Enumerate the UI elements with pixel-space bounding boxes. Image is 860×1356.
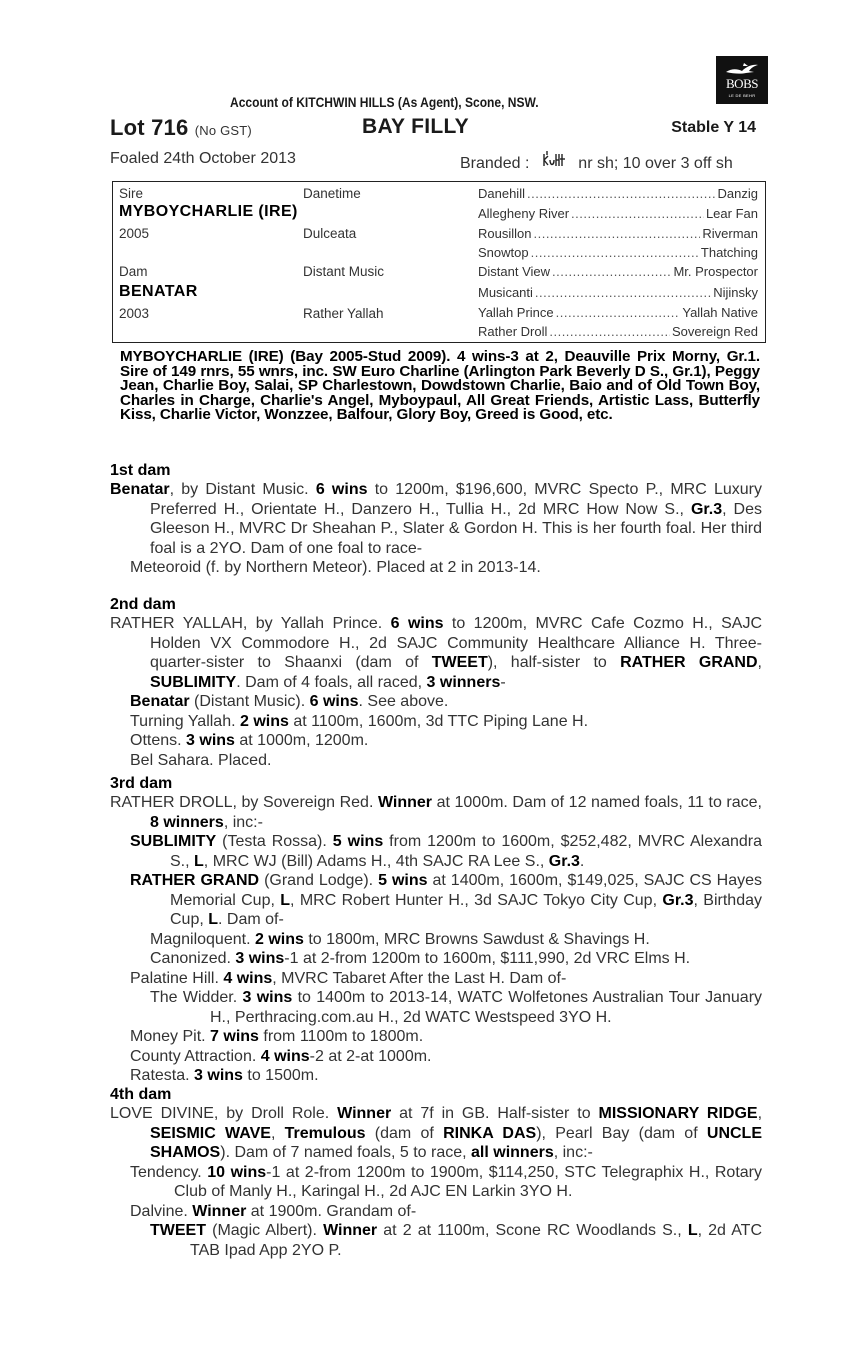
ancestor-name: Snowtop	[478, 245, 529, 260]
dam-heading: 1st dam	[110, 462, 171, 479]
vendor-account: Account of KITCHWIN HILLS (As Agent), Scone, NSW.	[230, 94, 539, 110]
brand-mark-icon	[540, 150, 566, 172]
dam-entry	[110, 1104, 762, 1163]
highlight-text: 6 wins	[315, 481, 368, 498]
ancestor-name: Musicanti	[478, 285, 533, 300]
entry-text: to 1200m, MVRC Cafe Cozmo H., SAJC Holden VX Commodore H., 2d SAJC Community Healthcare Alliance H. Three-quarter-sister to Shaanxi (dam of	[150, 615, 763, 671]
highlight-text: L	[687, 1222, 698, 1239]
progeny-entry	[110, 731, 762, 751]
leader-dots	[556, 305, 681, 320]
highlight-text: Gr.3	[662, 891, 694, 909]
highlight-text: 4 wins	[260, 1047, 310, 1065]
dam-heading: 2nd dam	[110, 596, 176, 613]
highlight-text: Benatar	[110, 481, 170, 498]
progeny-entry	[110, 1202, 762, 1222]
logo-name: BOBS	[726, 76, 758, 91]
entry-text: Canonized.	[150, 950, 236, 967]
entry-text: , MRC WJ (Bill) Adams H., 4th SAJC RA Lee S.,	[203, 852, 549, 870]
progeny-entry	[110, 930, 762, 950]
entry-text: (Testa Rossa).	[216, 833, 333, 850]
lot-number	[110, 115, 252, 141]
ancestor-row	[478, 245, 758, 260]
entry-text: Magniloquent.	[150, 930, 255, 948]
highlight-text: Winner	[323, 1222, 378, 1239]
entry-text: Turning Yallah.	[130, 712, 240, 730]
sire-dam: Dulceata	[303, 226, 357, 241]
lot-label: Lot 716	[110, 115, 189, 140]
highlight-text: SUBLIMITY	[130, 833, 217, 850]
highlight-text: 3 wins	[242, 989, 293, 1006]
progeny-entry	[110, 988, 762, 1027]
ancestor-row	[478, 264, 758, 279]
entry-text: . Dam of 4 foals, all raced,	[236, 673, 427, 691]
progeny-entry	[110, 871, 762, 930]
entry-text: at 1000m. Dam of 12 named foals, 11 to race,	[432, 794, 762, 811]
entry-text: RATHER YALLAH, by Yallah Prince.	[110, 615, 391, 632]
highlight-text: 4 wins	[223, 969, 273, 987]
entry-text: Money Pit.	[130, 1028, 211, 1045]
progeny-entry	[110, 1027, 762, 1047]
highlight-text: 2 wins	[240, 712, 289, 730]
entry-text: at 1100m, 1600m, 3d TTC Piping Lane H.	[288, 712, 589, 730]
highlight-text: L	[194, 852, 204, 870]
lot-title: BAY FILLY	[362, 115, 469, 138]
entry-text: Bel Sahara. Placed.	[130, 751, 272, 769]
highlight-text: 5 wins	[378, 872, 428, 889]
entry-text: . See above.	[358, 693, 449, 710]
highlight-text: MISSIONARY RIDGE	[598, 1105, 758, 1122]
dam-sire: Distant Music	[303, 264, 385, 279]
entry-text: (Grand Lodge).	[259, 872, 379, 889]
branding-info	[460, 150, 733, 173]
leader-dots	[552, 264, 671, 279]
highlight-text: 3 wins	[235, 950, 285, 967]
sire-year: 2005	[119, 226, 150, 241]
dam-heading: 3rd dam	[110, 775, 173, 792]
entry-text: Dalvine.	[130, 1202, 193, 1220]
entry-text: from 1200m to 1600m, $252,482, MVRC Alexandra S.,	[170, 833, 763, 870]
highlight-text: 3 wins	[194, 1067, 243, 1084]
entry-text: , Birthday Cup,	[170, 891, 762, 928]
entry-text: . Dam of-	[218, 911, 284, 928]
stable-location: Stable Y 14	[671, 119, 756, 136]
sire-name: MYBOYCHARLIE (IRE)	[119, 203, 298, 220]
ancestor-row	[478, 186, 758, 201]
sire-summary: MYBOYCHARLIE (IRE) (Bay 2005-Stud 2009). 4 wins-3 at 2, Deauville Prix Morny, Gr.1. Sire of 149 rnrs, 55 wnrs, inc. SW Euro Charline (Arlington Park Beverly D S., Gr.1), Peggy Jean, Charlie Boy, Salai, SP Charlestown, Dowdstown Charlie, Baio and of Old Town Boy, Charles in Charge, Charlie's Angel, Myboypaul, All Great Friends, Artistic Lass, Butterfly Kiss, Charlie Victor, Wonzzee, Balfour, Glory Boy, Greed is Good, etc.	[120, 348, 760, 424]
entry-text: Ratesta.	[130, 1067, 195, 1084]
entry-text: -1 at 2-from 1200m to 1600m, $111,990, 2d VRC Elms H.	[284, 950, 691, 967]
ancestor-name: Distant View	[478, 264, 551, 279]
ancestor-name: Rousillon	[478, 226, 532, 241]
entry-text: .	[579, 852, 585, 870]
entry-text: from 1100m to 1800m.	[258, 1028, 424, 1045]
entry-text: ,	[757, 654, 762, 671]
bird-logo-icon	[724, 60, 760, 76]
highlight-text: 8 winners	[150, 813, 224, 831]
leader-dots	[531, 245, 699, 260]
dam-dam: Rather Yallah	[303, 306, 384, 321]
sire-label: Sire	[119, 186, 144, 201]
dam-entry	[110, 480, 762, 558]
logo-subtitle: LE DE BEHR	[728, 93, 756, 98]
entry-text: at 7f in GB. Half-sister to	[391, 1105, 599, 1122]
highlight-text: 6 wins	[309, 693, 359, 710]
entry-text: County Attraction.	[130, 1047, 261, 1065]
ancestor-name: Allegheny River	[478, 206, 570, 221]
progeny-entry	[110, 692, 762, 712]
dam-section-1	[110, 462, 762, 578]
entry-text: , MRC Robert Hunter H., 3d SAJC Tokyo City Cup,	[290, 891, 663, 909]
entry-text: (Distant Music).	[189, 693, 310, 710]
entry-text: -1 at 2-from 1200m to 1900m, $114,250, STC Telegraphix H., Rotary Club of Manly H., Karingal H., 2d AJC EN Larkin 3YO H.	[174, 1163, 762, 1200]
leader-dots	[533, 226, 700, 241]
ancestor-sire: Sovereign Red	[672, 324, 758, 339]
dam-section-4	[110, 1086, 762, 1260]
entry-text: at 1400m, 1600m, $149,025, SAJC CS Hayes Memorial Cup,	[170, 872, 763, 909]
ancestor-name: Danehill	[478, 186, 525, 201]
ancestor-sire: Lear Fan	[705, 206, 758, 221]
ancestor-sire: Yallah Native	[682, 305, 758, 320]
leader-dots	[549, 324, 670, 339]
highlight-text: RATHER GRAND	[620, 654, 758, 671]
highlight-text: 3 winners	[426, 673, 501, 691]
highlight-text: TWEET	[150, 1222, 206, 1239]
leader-dots	[535, 285, 711, 300]
entry-text: (Magic Albert).	[206, 1222, 324, 1239]
entry-text: at 1000m, 1200m.	[234, 732, 369, 749]
entry-text: at 1900m. Grandam of-	[246, 1202, 417, 1220]
highlight-text: TWEET	[431, 654, 488, 671]
progeny-entry	[110, 832, 762, 871]
entry-text: LOVE DIVINE, by Droll Role.	[110, 1105, 338, 1122]
entry-text: -	[500, 673, 506, 691]
entry-text: , 2d ATC TAB Ipad App 2YO P.	[190, 1222, 763, 1259]
entry-text: Ottens.	[130, 732, 187, 749]
highlight-text: SEISMIC WAVE	[150, 1124, 271, 1142]
entry-text: (dam of	[365, 1124, 444, 1142]
foaled-date: Foaled 24th October 2013	[110, 150, 296, 167]
highlight-text: Winner	[377, 794, 433, 811]
dam-entry	[110, 793, 762, 832]
highlight-text: SUBLIMITY	[150, 673, 237, 691]
highlight-text: RINKA DAS	[443, 1124, 537, 1142]
highlight-text: L	[280, 891, 291, 909]
entry-text: Palatine Hill.	[130, 969, 224, 987]
entry-text: ), Pearl Bay (dam of	[536, 1124, 707, 1142]
highlight-text: 2 wins	[254, 930, 304, 948]
highlight-text: L	[208, 911, 219, 928]
progeny-entry	[110, 1066, 762, 1086]
progeny-entry	[110, 1047, 762, 1067]
ancestor-row	[478, 226, 758, 241]
entry-text: ,	[270, 1124, 285, 1142]
dam-section-3	[110, 775, 762, 1086]
ancestor-row	[478, 285, 758, 300]
entry-text: -2 at 2-at 1000m.	[309, 1047, 432, 1065]
entry-text: , Des Gleeson H., MVRC Dr Sheahan P., Slater & Gordon H. This is her fourth foal. Her third foal is a 2YO. Dam of one foal to race-	[150, 500, 763, 557]
ancestor-row	[478, 305, 758, 320]
highlight-text: Tremulous	[284, 1124, 366, 1142]
highlight-text: UNCLE SHAMOS	[150, 1124, 762, 1161]
progeny-entry	[110, 751, 762, 771]
highlight-text: 10 wins	[207, 1163, 267, 1181]
sire-sire: Danetime	[303, 186, 361, 201]
entry-text: ), half-sister to	[487, 654, 621, 671]
highlight-text: Gr.3	[548, 852, 580, 870]
highlight-text: 5 wins	[332, 833, 384, 850]
ancestor-sire: Danzig	[717, 186, 758, 201]
highlight-text: Winner	[337, 1105, 392, 1122]
entry-text: , inc:-	[223, 813, 263, 831]
entry-text: at 2 at 1100m, Scone RC Woodlands S.,	[377, 1222, 688, 1239]
highlight-text: 3 wins	[186, 732, 235, 749]
entry-text: to 1400m to 2013-14, WATC Wolfetones Australian Tour January H., Perthracing.com.au H., 2d WATC Westspeed 3YO H.	[210, 989, 763, 1026]
ancestor-row	[478, 206, 758, 221]
dam-section-2	[110, 596, 762, 770]
entry-text: The Widder.	[150, 989, 243, 1006]
ancestor-sire: Mr. Prospector	[673, 264, 758, 279]
ancestor-name: Rather Droll	[478, 324, 548, 339]
entry-text: to 1200m, $196,600, MVRC Specto P., MRC Luxury Preferred H., Orientate H., Danzero H., Tullia H., 2d MRC How Now S.,	[150, 481, 762, 518]
progeny-entry	[110, 949, 762, 969]
highlight-text: Benatar	[130, 693, 190, 710]
entry-text: Meteoroid (f. by Northern Meteor). Placed at 2 in 2013-14.	[130, 559, 541, 576]
ancestor-sire: Nijinsky	[713, 285, 758, 300]
entry-text: , MVRC Tabaret After the Last H. Dam of-	[272, 969, 567, 987]
entry-text: , by Distant Music.	[169, 481, 316, 498]
pedigree-table	[112, 181, 766, 343]
branded-detail: nr sh; 10 over 3 off sh	[578, 155, 733, 172]
progeny-entry	[110, 712, 762, 732]
ancestor-sire: Riverman	[702, 226, 758, 241]
entry-text: ). Dam of 7 named foals, 5 to race,	[220, 1144, 472, 1161]
progeny-entry	[110, 1163, 762, 1202]
highlight-text: all winners	[471, 1144, 554, 1161]
highlight-text: Winner	[192, 1202, 247, 1220]
branded-label: Branded :	[460, 155, 530, 172]
entry-text: Tendency.	[130, 1163, 208, 1181]
entry-text: , inc:-	[553, 1144, 593, 1161]
highlight-text: 6 wins	[390, 615, 444, 632]
dam-label: Dam	[119, 264, 148, 279]
bobs-logo	[716, 56, 768, 104]
highlight-text: Gr.3	[690, 500, 723, 518]
dam-entry	[110, 614, 762, 692]
entry-text: to 1500m.	[242, 1067, 319, 1084]
progeny-entry	[110, 1221, 762, 1260]
entry-text: RATHER DROLL, by Sovereign Red.	[110, 794, 378, 811]
ancestor-name: Yallah Prince	[478, 305, 554, 320]
gst-note: (No GST)	[194, 123, 252, 138]
leader-dots	[571, 206, 704, 221]
progeny-entry	[110, 558, 762, 578]
progeny-entry	[110, 969, 762, 989]
leader-dots	[527, 186, 716, 201]
entry-text: to 1800m, MRC Browns Sawdust & Shavings H.	[303, 930, 650, 948]
dam-name: BENATAR	[119, 283, 198, 300]
ancestor-row	[478, 324, 758, 339]
lot-header	[110, 115, 760, 145]
highlight-text: RATHER GRAND	[130, 872, 260, 889]
highlight-text: 7 wins	[210, 1028, 259, 1045]
dam-heading: 4th dam	[110, 1086, 172, 1103]
dam-year: 2003	[119, 306, 150, 321]
ancestor-sire: Thatching	[700, 245, 758, 260]
entry-text: ,	[757, 1105, 763, 1122]
